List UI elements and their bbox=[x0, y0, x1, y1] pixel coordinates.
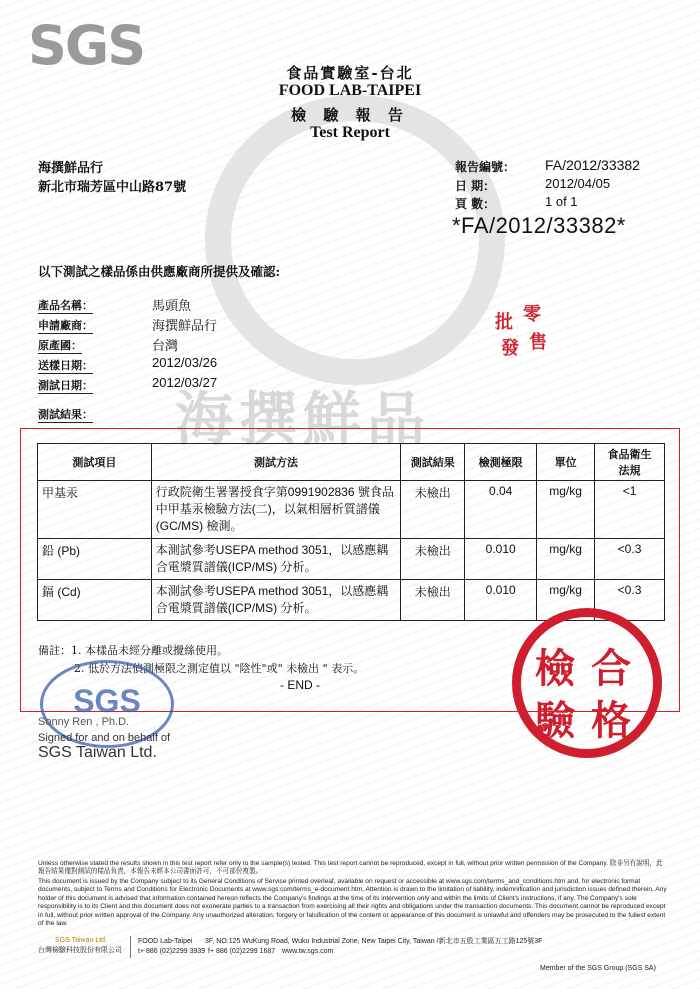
sample-label: 測試日期： bbox=[38, 379, 93, 392]
report-number-label: 報告編號： bbox=[455, 160, 516, 174]
sample-row bbox=[38, 335, 258, 355]
header-unit: 單位 bbox=[537, 444, 595, 481]
cell-item: 鉛 (Pb) bbox=[38, 539, 152, 580]
sample-value: 馬頭魚 bbox=[152, 298, 192, 313]
footer-fax: f+ 886 (02)2299 1687 bbox=[208, 948, 276, 955]
cell-method: 本測試參考USEPA method 3051，以感應耦合電漿質譜儀(ICP/MS) 分析。 bbox=[151, 580, 401, 621]
cell-method: 本測試參考USEPA method 3051，以感應耦合電漿質譜儀(ICP/MS) 分析。 bbox=[151, 539, 401, 580]
client-name: 海撰鮮品行 bbox=[38, 161, 104, 176]
report-date: 2012/04/05 bbox=[545, 176, 611, 191]
cell-result: 未檢出 bbox=[401, 539, 465, 580]
footer-company-en: SGS Taiwan Ltd. bbox=[55, 937, 108, 944]
header-result: 測試結果 bbox=[401, 444, 465, 481]
sample-label: 原產國： bbox=[38, 339, 82, 352]
cell-item: 鎘 (Cd) bbox=[38, 580, 152, 621]
stamp-char: 合 bbox=[591, 645, 631, 692]
footer-web[interactable]: www.tw.sgs.com bbox=[282, 948, 334, 955]
cell-regulation: <1 bbox=[595, 481, 665, 539]
stamp-char: 發 bbox=[501, 338, 519, 359]
lab-title-zh: 食品實驗室-台北 bbox=[286, 64, 414, 82]
report-pages: 1 of 1 bbox=[545, 194, 578, 209]
footer-lab: FOOD Lab-Taipei bbox=[138, 938, 193, 945]
cell-unit: mg/kg bbox=[537, 539, 595, 580]
report-title-en: Test Report bbox=[310, 124, 390, 141]
cell-limit: 0.010 bbox=[465, 539, 537, 580]
stamp-char: 零 bbox=[523, 304, 541, 325]
signed-for: Signed for and on behalf of bbox=[38, 732, 171, 744]
cell-unit: mg/kg bbox=[537, 481, 595, 539]
signer-name: Sonny Ren , Ph.D. bbox=[38, 716, 130, 728]
sample-label: 送樣日期： bbox=[38, 359, 93, 372]
cell-limit: 0.010 bbox=[465, 580, 537, 621]
lab-title-en: FOOD LAB-TAIPEI bbox=[278, 82, 422, 99]
sample-value: 2012/03/27 bbox=[152, 375, 218, 390]
note-1: 備註：1. 本樣品未經分離或攪絲使用。 bbox=[38, 644, 228, 657]
cell-item: 甲基汞 bbox=[38, 481, 152, 539]
stamp-char: 驗 bbox=[535, 697, 575, 744]
disclaimer-1: Unless otherwise stated the results shown in this test report refer only to the sample(s) tested. This test report cannot be reproduced, except in full, without prior written permission of the Company. 除非另有說明，此報告結果僅對測試的樣品負責，本報告未經本公司書面許可，不可部份複製。 bbox=[38, 860, 663, 876]
stamp-char: 售 bbox=[529, 332, 547, 353]
sample-label: 申請廠商： bbox=[38, 319, 93, 332]
report-number: FA/2012/33382 bbox=[545, 157, 640, 173]
cell-unit: mg/kg bbox=[537, 580, 595, 621]
client-address: 新北市瑞芳區中山路87號 bbox=[38, 180, 187, 195]
stamp-char: 批 bbox=[495, 312, 513, 333]
seal-text: SGS bbox=[73, 683, 141, 719]
disclaimer-2: This document is issued by the Company subject to its General Conditions of Service printed overleaf, available on request or accessible at www.sgs.com/terms_and_conditions.htm and, for electronic format documents, subject to Terms and Conditions for Electronic Documents at www.sgs.com/terms_e-document.htm. Attention is drawn to the limitation of liability, indemnification and jurisdiction issues defined therein. Any holder of this document is advised that information contained hereon reflects the Company's findings at the time of its intervention only and within the limits of Client's instructions, if any. The Company's sole responsibility is to its Client and this document does not exonerate parties to a transaction from exercising all their rights and obligations under the transaction documents. This document cannot be reproduced except in full, without prior written approval of the Company. Any unauthorized alteration, forgery or falsification of the content or appearance of this document is unlawful and offenders may be prosecuted to the fullest extent of the law. bbox=[38, 878, 667, 928]
sample-row bbox=[38, 295, 258, 315]
intro-text: 以下測試之樣品係由供應廠商所提供及確認: bbox=[38, 264, 281, 279]
wholesale-stamp-icon bbox=[495, 300, 557, 360]
cell-method: 行政院衛生署署授食字第0991902836 號食品中甲基汞檢驗方法(二)，以氣相層析質譜儀(GC/MS) 檢測。 bbox=[151, 481, 401, 539]
note-2: 2. 低於方法偵測極限之測定值以 "陰性"或" 未檢出 " 表示。 bbox=[74, 662, 365, 675]
cell-result: 未檢出 bbox=[401, 580, 465, 621]
footer-divider bbox=[130, 936, 131, 958]
cell-regulation: <0.3 bbox=[595, 580, 665, 621]
report-pages-label: 頁 數： bbox=[455, 197, 496, 211]
sample-row bbox=[38, 315, 258, 335]
report-date-label: 日 期： bbox=[455, 179, 496, 193]
footer-company-zh: 台灣檢驗科技股份有限公司 bbox=[38, 947, 122, 954]
footer-address: 3F, NO.125 WuKung Road, Wuku Industrial Zone, New Taipei City, Taiwan /新北市五股工業區五工路125號3F bbox=[205, 938, 543, 945]
cell-limit: 0.04 bbox=[465, 481, 537, 539]
stamp-char: 檢 bbox=[535, 645, 575, 692]
cell-result: 未檢出 bbox=[401, 481, 465, 539]
header-limit: 檢測極限 bbox=[465, 444, 537, 481]
barcode-text: *FA/2012/33382* bbox=[452, 213, 626, 238]
sample-label: 產品名稱： bbox=[38, 299, 93, 312]
sample-value: 海撰鮮品行 bbox=[152, 318, 218, 333]
pass-stamp-icon bbox=[512, 608, 662, 758]
header-item: 測試項目 bbox=[38, 444, 152, 481]
footer-member: Member of the SGS Group (SGS SA) bbox=[540, 965, 656, 972]
results-label: 測試結果： bbox=[38, 408, 93, 421]
header-regulation: 食品衛生法規 bbox=[595, 444, 665, 481]
sample-value: 台灣 bbox=[152, 338, 179, 353]
stamp-char: 格 bbox=[591, 697, 631, 744]
report-title-zh: 檢 驗 報 告 bbox=[291, 106, 409, 124]
footer-tel: t+ 886 (02)2299 3939 bbox=[138, 948, 206, 955]
sgs-logo: SGS bbox=[28, 14, 145, 77]
shop-watermark: 海撰鮮品 bbox=[175, 385, 432, 453]
header-method: 測試方法 bbox=[151, 444, 401, 481]
end-marker: - END - bbox=[280, 678, 320, 692]
signer-company: SGS Taiwan Ltd. bbox=[38, 744, 157, 761]
cell-regulation: <0.3 bbox=[595, 539, 665, 580]
sample-value: 2012/03/26 bbox=[152, 355, 218, 370]
